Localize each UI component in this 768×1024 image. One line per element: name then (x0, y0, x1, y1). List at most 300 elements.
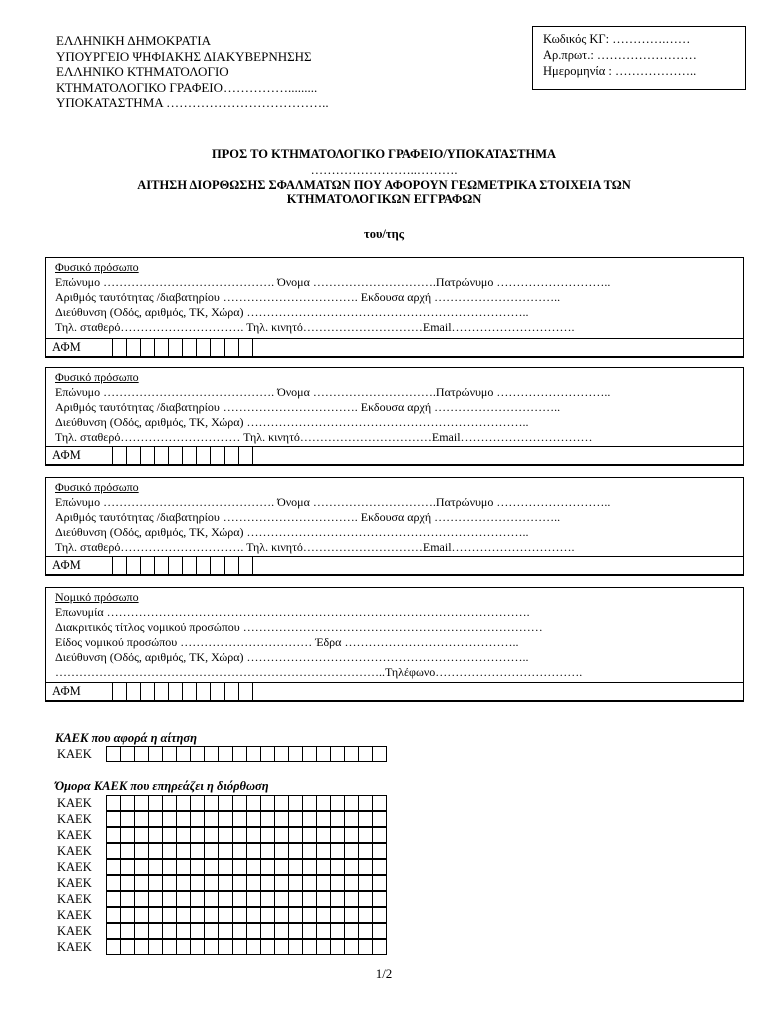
digit-cell[interactable] (224, 556, 239, 575)
digit-cell[interactable] (316, 891, 331, 907)
digit-cell[interactable] (210, 338, 225, 357)
digit-cell[interactable] (344, 875, 359, 891)
digit-cell[interactable] (218, 843, 233, 859)
digit-cell[interactable] (232, 843, 247, 859)
digit-cell[interactable] (190, 859, 205, 875)
kaek-cells[interactable] (107, 859, 387, 875)
digit-cell[interactable] (120, 939, 135, 955)
digit-cell[interactable] (134, 859, 149, 875)
digit-cell[interactable] (330, 939, 345, 955)
digit-cell[interactable] (274, 907, 289, 923)
digit-cell[interactable] (176, 859, 191, 875)
digit-cell[interactable] (148, 827, 163, 843)
digit-cell[interactable] (106, 907, 121, 923)
digit-cell[interactable] (358, 875, 373, 891)
kaek-section-title: ΚΑΕΚ που αφορά η αίτηση (55, 731, 197, 745)
digit-cell[interactable] (126, 446, 141, 465)
digit-cell[interactable] (162, 859, 177, 875)
digit-cell[interactable] (358, 907, 373, 923)
digit-cell[interactable] (134, 907, 149, 923)
kaek-cells[interactable] (107, 891, 387, 907)
kaek-cells[interactable] (107, 746, 387, 762)
recipient-dots[interactable]: ……………………..………. (310, 163, 458, 177)
digit-cell[interactable] (190, 795, 205, 811)
kaek-cells[interactable] (107, 923, 387, 939)
kaek-cells[interactable] (107, 939, 387, 955)
digit-cell[interactable] (154, 682, 169, 701)
address-field[interactable]: Διεύθυνση (Οδός, αριθμός, ΤΚ, Χώρα) …………………………………………………………….. (55, 415, 529, 429)
digit-cell[interactable] (224, 682, 239, 701)
digit-cell[interactable] (126, 338, 141, 357)
digit-cell[interactable] (134, 795, 149, 811)
digit-cell[interactable] (218, 811, 233, 827)
digit-cell[interactable] (134, 923, 149, 939)
digit-cell[interactable] (134, 827, 149, 843)
digit-cell[interactable] (246, 811, 261, 827)
contact-fields[interactable]: Τηλ. σταθερό…………………………. Τηλ. κινητό…………………………Email…………………………. (55, 320, 575, 334)
code-field[interactable]: Κωδικός ΚΓ: ………….…… (543, 32, 691, 46)
digit-cell[interactable] (218, 859, 233, 875)
digit-cell[interactable] (246, 843, 261, 859)
digit-cell[interactable] (112, 556, 127, 575)
address-field[interactable]: Διεύθυνση (Οδός, αριθμός, ΤΚ, Χώρα) …………………………………………………………….. (55, 305, 529, 319)
digit-cell[interactable] (246, 891, 261, 907)
digit-cell[interactable] (274, 875, 289, 891)
digit-cell[interactable] (112, 446, 127, 465)
digit-cell[interactable] (176, 843, 191, 859)
digit-cell[interactable] (126, 682, 141, 701)
digit-cell[interactable] (232, 746, 247, 762)
digit-cell[interactable] (204, 859, 219, 875)
date-field[interactable]: Ημερομηνία : ……………….. (543, 64, 697, 78)
digit-cell[interactable] (204, 891, 219, 907)
id-fields[interactable]: Αριθμός ταυτότητας /διαβατηρίου ……………………………. Εκδουσα αρχή ………………………….. (55, 290, 561, 304)
digit-cell[interactable] (218, 939, 233, 955)
digit-cell[interactable] (260, 746, 275, 762)
afm-cells[interactable] (113, 556, 253, 575)
digit-cell[interactable] (106, 875, 121, 891)
digit-cell[interactable] (260, 907, 275, 923)
digit-cell[interactable] (162, 923, 177, 939)
digit-cell[interactable] (358, 843, 373, 859)
digit-cell[interactable] (316, 746, 331, 762)
digit-cell[interactable] (162, 746, 177, 762)
digit-cell[interactable] (196, 446, 211, 465)
digit-cell[interactable] (358, 795, 373, 811)
digit-cell[interactable] (140, 446, 155, 465)
name-fields[interactable]: Επώνυμο ……………………………………. Όνομα ………………………….Πατρώνυμο ……………………….. (55, 495, 611, 509)
digit-cell[interactable] (120, 827, 135, 843)
digit-cell[interactable] (162, 939, 177, 955)
kaek-cells[interactable] (107, 875, 387, 891)
digit-cell[interactable] (232, 811, 247, 827)
digit-cell[interactable] (288, 827, 303, 843)
digit-cell[interactable] (196, 338, 211, 357)
company-name-field[interactable]: Επωνυμία ……………………………………………………………………………………………. (55, 605, 530, 619)
kaek-cells[interactable] (107, 907, 387, 923)
afm-label: ΑΦΜ (52, 448, 81, 462)
digit-cell[interactable] (148, 875, 163, 891)
digit-cell[interactable] (372, 923, 387, 939)
digit-cell[interactable] (274, 859, 289, 875)
digit-cell[interactable] (218, 923, 233, 939)
digit-cell[interactable] (176, 746, 191, 762)
digit-cell[interactable] (274, 746, 289, 762)
digit-cell[interactable] (210, 682, 225, 701)
digit-cell[interactable] (154, 338, 169, 357)
phone-field[interactable]: ………………………………………………………………………..Τηλέφωνο………………………………. (55, 665, 583, 679)
digit-cell[interactable] (162, 875, 177, 891)
digit-cell[interactable] (358, 859, 373, 875)
digit-cell[interactable] (120, 875, 135, 891)
digit-cell[interactable] (210, 556, 225, 575)
digit-cell[interactable] (106, 859, 121, 875)
digit-cell[interactable] (330, 859, 345, 875)
digit-cell[interactable] (106, 891, 121, 907)
digit-cell[interactable] (232, 875, 247, 891)
digit-cell[interactable] (344, 923, 359, 939)
digit-cell[interactable] (106, 827, 121, 843)
digit-cell[interactable] (204, 875, 219, 891)
afm-cells[interactable] (113, 338, 253, 357)
digit-cell[interactable] (218, 746, 233, 762)
digit-cell[interactable] (106, 811, 121, 827)
digit-cell[interactable] (260, 811, 275, 827)
digit-cell[interactable] (204, 811, 219, 827)
digit-cell[interactable] (238, 338, 253, 357)
digit-cell[interactable] (246, 827, 261, 843)
digit-cell[interactable] (316, 875, 331, 891)
digit-cell[interactable] (176, 939, 191, 955)
digit-cell[interactable] (154, 446, 169, 465)
digit-cell[interactable] (260, 843, 275, 859)
name-fields[interactable]: Επώνυμο ……………………………………. Όνομα ………………………….Πατρώνυμο ……………………….. (55, 275, 611, 289)
digit-cell[interactable] (274, 827, 289, 843)
address-field[interactable]: Διεύθυνση (Οδός, αριθμός, ΤΚ, Χώρα) …………………………………………………………….. (55, 650, 529, 664)
digit-cell[interactable] (274, 795, 289, 811)
digit-cell[interactable] (302, 859, 317, 875)
digit-cell[interactable] (316, 827, 331, 843)
digit-cell[interactable] (168, 682, 183, 701)
digit-cell[interactable] (302, 939, 317, 955)
digit-cell[interactable] (176, 875, 191, 891)
digit-cell[interactable] (330, 795, 345, 811)
digit-cell[interactable] (232, 939, 247, 955)
digit-cell[interactable] (288, 907, 303, 923)
digit-cell[interactable] (120, 843, 135, 859)
digit-cell[interactable] (358, 939, 373, 955)
digit-cell[interactable] (260, 859, 275, 875)
digit-cell[interactable] (288, 939, 303, 955)
digit-cell[interactable] (120, 811, 135, 827)
digit-cell[interactable] (288, 843, 303, 859)
digit-cell[interactable] (344, 827, 359, 843)
digit-cell[interactable] (330, 843, 345, 859)
digit-cell[interactable] (182, 446, 197, 465)
digit-cell[interactable] (316, 811, 331, 827)
digit-cell[interactable] (176, 795, 191, 811)
digit-cell[interactable] (238, 556, 253, 575)
digit-cell[interactable] (372, 827, 387, 843)
afm-cells[interactable] (113, 682, 253, 701)
digit-cell[interactable] (162, 907, 177, 923)
trade-name-field[interactable]: Διακριτικός τίτλος νομικού προσώπου ………………………………………………………………… (55, 620, 543, 634)
digit-cell[interactable] (316, 795, 331, 811)
digit-cell[interactable] (112, 338, 127, 357)
digit-cell[interactable] (182, 556, 197, 575)
digit-cell[interactable] (134, 843, 149, 859)
digit-cell[interactable] (274, 843, 289, 859)
digit-cell[interactable] (218, 875, 233, 891)
kaek-cells[interactable] (107, 827, 387, 843)
digit-cell[interactable] (120, 859, 135, 875)
kaek-cells[interactable] (107, 811, 387, 827)
digit-cell[interactable] (330, 746, 345, 762)
digit-cell[interactable] (148, 891, 163, 907)
digit-cell[interactable] (232, 859, 247, 875)
digit-cell[interactable] (162, 891, 177, 907)
digit-cell[interactable] (190, 811, 205, 827)
digit-cell[interactable] (140, 338, 155, 357)
digit-cell[interactable] (260, 827, 275, 843)
digit-cell[interactable] (168, 338, 183, 357)
digit-cell[interactable] (232, 891, 247, 907)
digit-cell[interactable] (372, 891, 387, 907)
digit-cell[interactable] (224, 446, 239, 465)
digit-cell[interactable] (224, 338, 239, 357)
digit-cell[interactable] (344, 907, 359, 923)
digit-cell[interactable] (372, 859, 387, 875)
digit-cell[interactable] (162, 795, 177, 811)
digit-cell[interactable] (330, 875, 345, 891)
digit-cell[interactable] (358, 746, 373, 762)
digit-cell[interactable] (260, 923, 275, 939)
afm-cells[interactable] (113, 446, 253, 465)
digit-cell[interactable] (232, 795, 247, 811)
digit-cell[interactable] (302, 923, 317, 939)
digit-cell[interactable] (344, 811, 359, 827)
digit-cell[interactable] (218, 907, 233, 923)
digit-cell[interactable] (358, 923, 373, 939)
digit-cell[interactable] (316, 843, 331, 859)
digit-cell[interactable] (302, 907, 317, 923)
digit-cell[interactable] (372, 811, 387, 827)
address-field[interactable]: Διεύθυνση (Οδός, αριθμός, ΤΚ, Χώρα) …………………………………………………………….. (55, 525, 529, 539)
digit-cell[interactable] (238, 682, 253, 701)
digit-cell[interactable] (204, 923, 219, 939)
digit-cell[interactable] (148, 923, 163, 939)
digit-cell[interactable] (140, 682, 155, 701)
digit-cell[interactable] (246, 939, 261, 955)
name-fields[interactable]: Επώνυμο ……………………………………. Όνομα ………………………….Πατρώνυμο ……………………….. (55, 385, 611, 399)
digit-cell[interactable] (196, 556, 211, 575)
digit-cell[interactable] (302, 843, 317, 859)
digit-cell[interactable] (288, 923, 303, 939)
digit-cell[interactable] (112, 682, 127, 701)
digit-cell[interactable] (232, 827, 247, 843)
digit-cell[interactable] (120, 907, 135, 923)
digit-cell[interactable] (344, 843, 359, 859)
digit-cell[interactable] (106, 939, 121, 955)
digit-cell[interactable] (162, 811, 177, 827)
digit-cell[interactable] (330, 827, 345, 843)
digit-cell[interactable] (344, 891, 359, 907)
digit-cell[interactable] (260, 939, 275, 955)
digit-cell[interactable] (246, 875, 261, 891)
digit-cell[interactable] (106, 923, 121, 939)
digit-cell[interactable] (288, 811, 303, 827)
digit-cell[interactable] (134, 746, 149, 762)
digit-cell[interactable] (204, 795, 219, 811)
digit-cell[interactable] (316, 923, 331, 939)
id-fields[interactable]: Αριθμός ταυτότητας /διαβατηρίου ……………………………. Εκδουσα αρχή ………………………….. (55, 510, 561, 524)
digit-cell[interactable] (302, 891, 317, 907)
protocol-field[interactable]: Αρ.πρωτ.: …………………… (543, 48, 697, 62)
digit-cell[interactable] (126, 556, 141, 575)
digit-cell[interactable] (288, 746, 303, 762)
digit-cell[interactable] (182, 682, 197, 701)
digit-cell[interactable] (274, 811, 289, 827)
digit-cell[interactable] (182, 338, 197, 357)
digit-cell[interactable] (168, 446, 183, 465)
digit-cell[interactable] (154, 556, 169, 575)
digit-cell[interactable] (190, 907, 205, 923)
digit-cell[interactable] (106, 795, 121, 811)
digit-cell[interactable] (162, 827, 177, 843)
digit-cell[interactable] (140, 556, 155, 575)
digit-cell[interactable] (190, 939, 205, 955)
digit-cell[interactable] (190, 875, 205, 891)
digit-cell[interactable] (246, 859, 261, 875)
digit-cell[interactable] (204, 907, 219, 923)
digit-cell[interactable] (330, 811, 345, 827)
digit-cell[interactable] (190, 891, 205, 907)
digit-cell[interactable] (372, 875, 387, 891)
digit-cell[interactable] (288, 795, 303, 811)
digit-cell[interactable] (302, 811, 317, 827)
digit-cell[interactable] (106, 843, 121, 859)
digit-cell[interactable] (330, 907, 345, 923)
id-fields[interactable]: Αριθμός ταυτότητας /διαβατηρίου ……………………………. Εκδουσα αρχή ………………………….. (55, 400, 561, 414)
digit-cell[interactable] (330, 891, 345, 907)
digit-cell[interactable] (316, 939, 331, 955)
digit-cell[interactable] (288, 859, 303, 875)
digit-cell[interactable] (176, 923, 191, 939)
digit-cell[interactable] (218, 795, 233, 811)
digit-cell[interactable] (316, 859, 331, 875)
digit-cell[interactable] (232, 923, 247, 939)
digit-cell[interactable] (218, 891, 233, 907)
digit-cell[interactable] (148, 907, 163, 923)
digit-cell[interactable] (204, 746, 219, 762)
digit-cell[interactable] (344, 746, 359, 762)
digit-cell[interactable] (176, 811, 191, 827)
digit-cell[interactable] (274, 891, 289, 907)
digit-cell[interactable] (148, 795, 163, 811)
digit-cell[interactable] (302, 795, 317, 811)
digit-cell[interactable] (288, 891, 303, 907)
digit-cell[interactable] (148, 811, 163, 827)
digit-cell[interactable] (148, 859, 163, 875)
digit-cell[interactable] (148, 746, 163, 762)
digit-cell[interactable] (148, 843, 163, 859)
legal-type-field[interactable]: Είδος νομικού προσώπου …………………………… Έδρα …………………………………….. (55, 635, 519, 649)
digit-cell[interactable] (120, 795, 135, 811)
digit-cell[interactable] (274, 923, 289, 939)
digit-cell[interactable] (238, 446, 253, 465)
digit-cell[interactable] (344, 939, 359, 955)
digit-cell[interactable] (204, 843, 219, 859)
digit-cell[interactable] (246, 746, 261, 762)
digit-cell[interactable] (196, 682, 211, 701)
digit-cell[interactable] (190, 843, 205, 859)
digit-cell[interactable] (372, 939, 387, 955)
contact-fields[interactable]: Τηλ. σταθερό…………………………. Τηλ. κινητό…………………………Email…………………………. (55, 540, 575, 554)
digit-cell[interactable] (204, 827, 219, 843)
digit-cell[interactable] (148, 939, 163, 955)
digit-cell[interactable] (302, 827, 317, 843)
digit-cell[interactable] (120, 923, 135, 939)
kaek-cells[interactable] (107, 843, 387, 859)
digit-cell[interactable] (302, 746, 317, 762)
digit-cell[interactable] (344, 795, 359, 811)
digit-cell[interactable] (288, 875, 303, 891)
digit-cell[interactable] (246, 795, 261, 811)
digit-cell[interactable] (120, 746, 135, 762)
digit-cell[interactable] (162, 843, 177, 859)
digit-cell[interactable] (246, 907, 261, 923)
digit-cell[interactable] (210, 446, 225, 465)
digit-cell[interactable] (134, 811, 149, 827)
digit-cell[interactable] (302, 875, 317, 891)
kaek-cells[interactable] (107, 795, 387, 811)
digit-cell[interactable] (372, 795, 387, 811)
digit-cell[interactable] (190, 746, 205, 762)
digit-cell[interactable] (168, 556, 183, 575)
digit-cell[interactable] (218, 827, 233, 843)
digit-cell[interactable] (190, 923, 205, 939)
digit-cell[interactable] (316, 907, 331, 923)
digit-cell[interactable] (330, 923, 345, 939)
digit-cell[interactable] (246, 923, 261, 939)
digit-cell[interactable] (260, 891, 275, 907)
digit-cell[interactable] (134, 875, 149, 891)
digit-cell[interactable] (372, 746, 387, 762)
digit-cell[interactable] (344, 859, 359, 875)
digit-cell[interactable] (260, 875, 275, 891)
digit-cell[interactable] (232, 907, 247, 923)
digit-cell[interactable] (358, 811, 373, 827)
digit-cell[interactable] (176, 907, 191, 923)
digit-cell[interactable] (176, 827, 191, 843)
natural-person-block-2 (45, 367, 744, 466)
contact-fields[interactable]: Τηλ. σταθερό………………………… Τηλ. κινητό……………………………Email…………………………… (55, 430, 593, 444)
digit-cell[interactable] (260, 795, 275, 811)
digit-cell[interactable] (204, 939, 219, 955)
digit-cell[interactable] (190, 827, 205, 843)
digit-cell[interactable] (358, 827, 373, 843)
digit-cell[interactable] (134, 939, 149, 955)
digit-cell[interactable] (134, 891, 149, 907)
digit-cell[interactable] (176, 891, 191, 907)
digit-cell[interactable] (274, 939, 289, 955)
digit-cell[interactable] (372, 843, 387, 859)
digit-cell[interactable] (358, 891, 373, 907)
digit-cell[interactable] (120, 891, 135, 907)
digit-cell[interactable] (372, 907, 387, 923)
digit-cell[interactable] (106, 746, 121, 762)
header-line: ΚΤΗΜΑΤΟΛΟΓΙΚΟ ΓΡΑΦΕΙΟ……………......... (56, 79, 318, 95)
